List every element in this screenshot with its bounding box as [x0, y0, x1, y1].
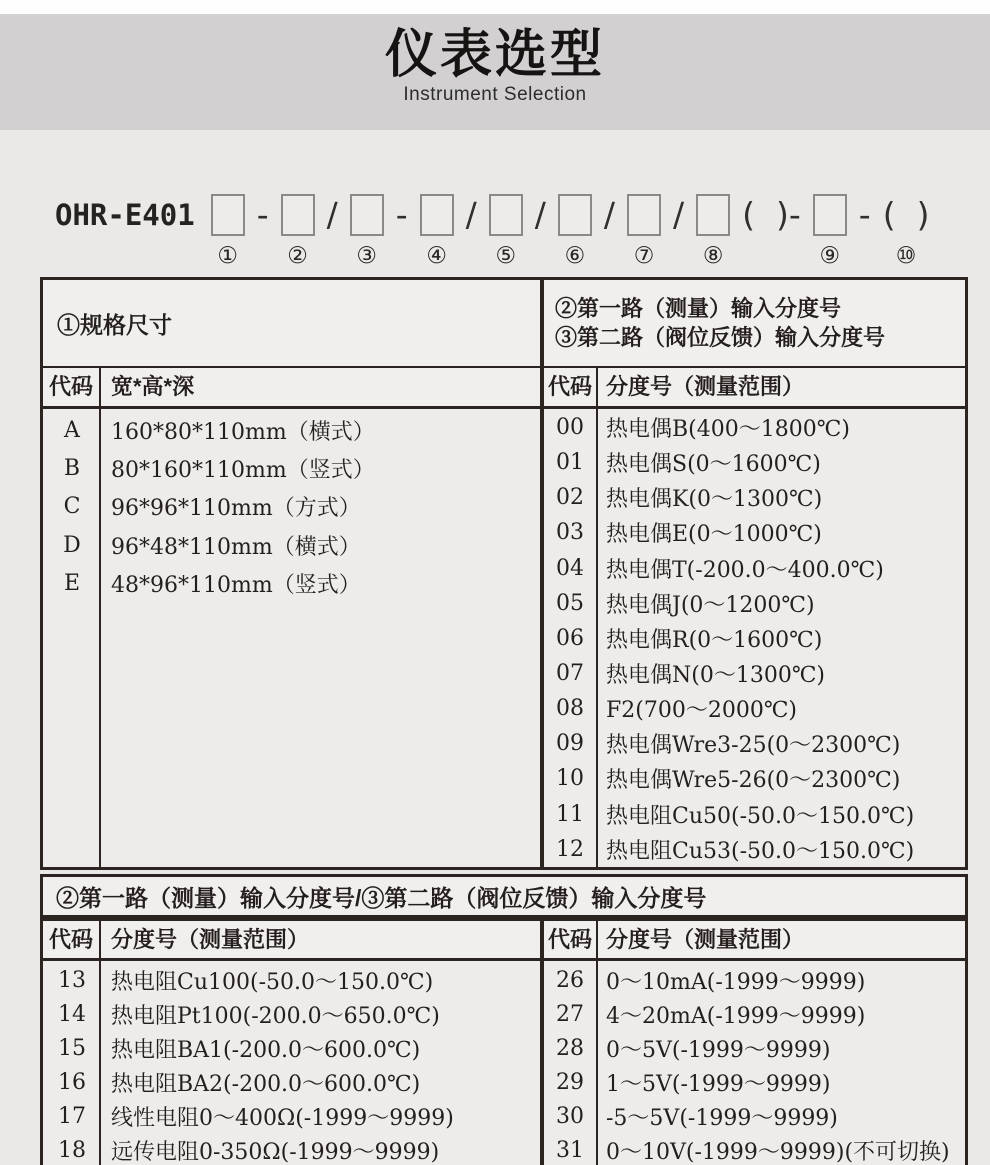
size-code-rows	[43, 411, 540, 603]
row-code: 30	[556, 1103, 584, 1129]
row-description: 热电偶E(0～1000℃)	[606, 522, 822, 548]
blank-code-box	[281, 194, 315, 236]
model-code-separator: /	[603, 195, 616, 234]
table-row	[544, 1031, 965, 1065]
row-code: 05	[556, 590, 584, 616]
model-code-separator: /	[534, 195, 546, 234]
row-code: 04	[556, 555, 584, 581]
row-code: 31	[556, 1137, 584, 1163]
row-description: 热电偶K(0～1300℃)	[606, 487, 823, 513]
row-description: 热电偶S(0～1600℃)	[606, 452, 821, 478]
table-row	[544, 1065, 965, 1099]
blank-code-box	[420, 194, 454, 236]
model-code-separator: -	[395, 195, 408, 234]
row-code: E	[63, 571, 81, 597]
circled-number-label: ⑩	[895, 243, 917, 269]
row-description: 热电偶Wre3-25(0～2300℃)	[606, 733, 901, 759]
section2-header: ②第一路（测量）输入分度号/③第二路（阀位反馈）输入分度号	[40, 874, 968, 918]
table-row	[43, 1065, 540, 1099]
row-description: 96*48*110mm（横式）	[111, 534, 361, 560]
row-code: 03	[556, 520, 584, 546]
model-code-line	[55, 194, 929, 269]
model-code-separator: /	[465, 195, 477, 234]
row-code: 00	[556, 415, 584, 441]
table-row	[544, 551, 965, 586]
row-code: 11	[556, 801, 584, 827]
table-row	[544, 1099, 965, 1133]
banner	[0, 14, 990, 130]
row-code: 27	[556, 1001, 584, 1027]
row-code: 17	[58, 1103, 86, 1129]
model-prefix: OHR-E401	[55, 198, 195, 232]
row-description: 热电阻BA1(-200.0～600.0℃)	[111, 1037, 421, 1063]
row-code: 09	[556, 731, 584, 757]
table-row	[544, 656, 965, 691]
table-row	[43, 1133, 540, 1165]
row-description: 热电阻Pt100(-200.0～650.0℃)	[111, 1003, 440, 1029]
circled-number-label: ①	[217, 243, 238, 269]
row-description: 0～5V(-1999～9999)	[606, 1037, 831, 1063]
model-code-box	[813, 194, 847, 269]
row-code: A	[64, 417, 80, 443]
row-description: 线性电阻0～400Ω(-1999～9999)	[111, 1105, 454, 1131]
row-code: 28	[556, 1035, 584, 1061]
model-code-box	[350, 194, 384, 269]
row-description: 热电阻Cu50(-50.0～150.0℃)	[606, 803, 915, 829]
model-code-box	[489, 194, 523, 269]
model-code-separator: ( ) ⑩	[882, 195, 930, 269]
table-row	[544, 761, 965, 796]
input-code-rows-26-31	[544, 963, 965, 1165]
row-code: 07	[556, 661, 584, 687]
model-code-box	[211, 194, 245, 269]
row-description: 热电偶Wre5-26(0～2300℃)	[606, 768, 901, 794]
row-description: F2(700～2000℃)	[606, 698, 798, 724]
table-row	[544, 410, 965, 445]
table2-subheader-desc-right: 分度号（测量范围）	[606, 927, 805, 952]
row-code: 06	[556, 625, 584, 651]
table-row	[43, 526, 540, 564]
table-row	[43, 1099, 540, 1133]
circled-number-label: ⑨	[819, 243, 841, 269]
blank-code-box	[558, 194, 592, 236]
row-description: 热电阻Cu53(-50.0～150.0℃)	[606, 838, 915, 864]
row-code: 12	[556, 836, 584, 862]
table1-subheader-code-right: 代码	[547, 374, 592, 399]
row-description: 远传电阻0-350Ω(-1999～9999)	[111, 1139, 440, 1165]
row-code: 26	[556, 967, 584, 993]
blank-code-box	[813, 194, 847, 236]
blank-code-box	[489, 194, 523, 236]
circled-number-label: ③	[356, 243, 378, 269]
model-code-separator: -	[256, 195, 269, 234]
model-code-box	[281, 194, 315, 269]
circled-number-label: ④	[426, 243, 447, 269]
table1-header-right	[555, 280, 961, 366]
table-row	[43, 488, 540, 526]
table-row	[544, 586, 965, 621]
top-white-strip	[0, 0, 990, 14]
row-code: 16	[58, 1069, 86, 1095]
page-title: 仪表选型	[384, 26, 605, 84]
circled-number-label: ⑧	[702, 243, 724, 269]
row-code: 15	[58, 1035, 86, 1061]
row-description: 热电偶T(-200.0～400.0℃)	[606, 557, 884, 583]
table-row	[43, 1031, 540, 1065]
row-description: 0～10V(-1999～9999)(不可切换)	[606, 1139, 950, 1165]
model-code-box	[696, 194, 730, 269]
table2-subheader-desc-left: 分度号（测量范围）	[111, 927, 310, 952]
blank-code-box	[627, 194, 661, 236]
table1-subheader-code-left: 代码	[48, 374, 93, 399]
row-description: 热电阻Cu100(-50.0～150.0℃)	[111, 969, 434, 995]
model-code-separator: /	[326, 195, 338, 234]
model-code-box	[420, 194, 454, 269]
circled-number-label: ②	[287, 243, 308, 269]
row-description: 48*96*110mm（竖式）	[111, 573, 361, 599]
row-code: 08	[556, 696, 584, 722]
page-subtitle: Instrument Selection	[403, 84, 587, 106]
table-row	[43, 411, 540, 449]
table-row	[43, 963, 540, 997]
table-row	[544, 480, 965, 515]
table1-header-right-line2: ③第二路（阀位反馈）输入分度号	[555, 325, 886, 350]
row-description: 热电偶B(400～1800℃)	[606, 417, 850, 443]
model-code-separator: ( )-	[742, 195, 801, 234]
model-code-box	[558, 194, 592, 269]
blank-code-box	[211, 194, 245, 236]
table-row	[544, 445, 965, 480]
circled-number-label: ⑥	[564, 243, 586, 269]
table-row	[544, 691, 965, 726]
row-code: B	[63, 456, 81, 482]
table-row	[43, 449, 540, 487]
table1-header-right-line1: ②第一路（测量）输入分度号	[555, 296, 842, 321]
row-description: 96*96*110mm（方式）	[111, 496, 361, 522]
table-row	[544, 797, 965, 832]
row-description: 热电偶R(0～1600℃)	[606, 627, 823, 653]
row-code: C	[63, 494, 81, 520]
blank-code-box	[696, 194, 730, 236]
table-row	[544, 963, 965, 997]
row-code: 02	[556, 485, 584, 511]
row-code: D	[63, 532, 81, 558]
row-description: 热电偶J(0～1200℃)	[606, 592, 815, 618]
row-code: 18	[58, 1137, 86, 1163]
selection-table-1	[40, 277, 968, 870]
table-row	[544, 621, 965, 656]
row-code: 01	[556, 450, 584, 476]
row-code: 29	[556, 1069, 584, 1095]
circled-number-label: ⑤	[495, 243, 517, 269]
table1-header-left: ①规格尺寸	[57, 311, 172, 338]
model-prefix-unit	[55, 194, 199, 269]
row-description: 160*80*110mm（横式）	[111, 419, 375, 445]
model-code-separator: /	[673, 195, 685, 234]
table-row	[544, 832, 965, 867]
model-code-box	[627, 194, 661, 269]
table-row	[544, 1133, 965, 1165]
row-code: 13	[58, 967, 86, 993]
row-description: -5～5V(-1999～9999)	[606, 1105, 838, 1131]
table-row	[544, 726, 965, 761]
row-description: 0～10mA(-1999～9999)	[606, 969, 866, 995]
row-code: 10	[556, 766, 584, 792]
row-description: 1～5V(-1999～9999)	[606, 1071, 831, 1097]
table1-subheader-desc-left: 宽*高*深	[111, 374, 195, 399]
row-description: 80*160*110mm（竖式）	[111, 458, 375, 484]
table-row	[43, 997, 540, 1031]
circled-number-label: ⑦	[633, 243, 655, 269]
blank-code-box	[350, 194, 384, 236]
row-code: 14	[58, 1001, 86, 1027]
table2-subheader-code-left: 代码	[48, 927, 93, 952]
row-description: 热电阻BA2(-200.0～600.0℃)	[111, 1071, 421, 1097]
table1-subheader-desc-right: 分度号（测量范围）	[606, 374, 805, 399]
selection-table-2	[40, 918, 968, 1165]
table-row	[43, 565, 540, 603]
table-row	[544, 515, 965, 550]
input-code-rows-00-12	[544, 410, 965, 867]
table2-subheader-code-right: 代码	[547, 927, 592, 952]
row-description: 4～20mA(-1999～9999)	[606, 1003, 866, 1029]
input-code-rows-13-18	[43, 963, 540, 1165]
row-description: 热电偶N(0～1300℃)	[606, 663, 826, 689]
model-code-separator: -	[858, 195, 871, 234]
table-row	[544, 997, 965, 1031]
